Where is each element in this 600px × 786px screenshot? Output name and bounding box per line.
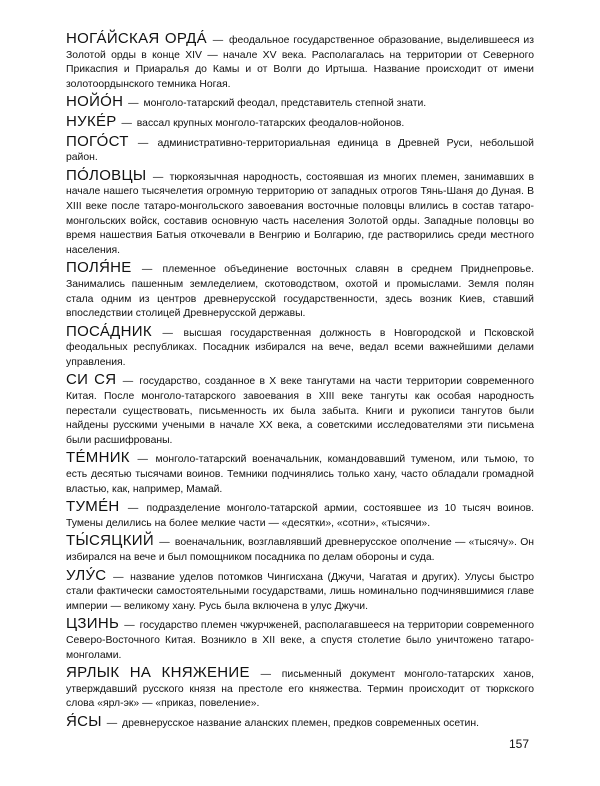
glossary-entry-ulus bbox=[66, 566, 535, 615]
page-number: 157 bbox=[509, 737, 530, 751]
glossary-entry-nuker bbox=[66, 112, 534, 132]
entry-definition: монголо-татарский военачальник, командовавший туменом, или тьмою, то есть десятью тысячами воинов. Темники подчинялись только хану, часто обладали громадной властью, как, например, Мамай. bbox=[66, 454, 535, 495]
entry-dash: — bbox=[127, 503, 139, 515]
glossary-page bbox=[66, 32, 534, 735]
glossary-entry-noyon bbox=[66, 95, 534, 112]
glossary-entry-nogai-horde bbox=[66, 32, 534, 92]
entry-dash: — bbox=[113, 571, 124, 583]
glossary-entry-yarlyk bbox=[66, 666, 534, 712]
glossary-entry-pogost bbox=[66, 132, 534, 166]
entry-dash: — bbox=[137, 454, 148, 466]
entry-definition: административно-территориальная единица в Древней Руси, небольшой район. bbox=[66, 137, 534, 164]
glossary-entry-posadnik bbox=[66, 322, 535, 371]
entry-dash: — bbox=[121, 117, 132, 129]
entry-term: ТЫ́СЯЦКИЙ bbox=[66, 532, 154, 550]
entry-term: ПО́ЛОВЦЫ bbox=[66, 166, 147, 184]
entry-dash: — bbox=[212, 35, 224, 46]
entry-definition: государство племен чжурчженей, располагавшееся на территории современного Северо-Восточного Китая. Возникло в XII веке, а спустя столетие было уничтожено татаро-монголами. bbox=[66, 620, 534, 661]
entry-term: ЯРЛЫК НА КНЯЖЕНИЕ bbox=[66, 664, 250, 682]
entry-dash: — bbox=[128, 98, 139, 110]
entry-definition: тюркоязычная народность, состоявшая из многих племен, занимавших в начале нашего тысячелетия огромную территорию от западных отрогов Тянь-Шаня до Дуная. В XIII веке после татаро-монгольского завоевания восточные половцы влились в состав татаро-монгольских войск, составив основную часть населения Золотой орды. Западные половцы во время нашествия Батыя откочевали в Венгрию и Болгарию, где растворились среди местного населения. bbox=[66, 171, 535, 256]
entry-definition: древнерусское название аланских племен, предков современных осетин. bbox=[122, 717, 479, 729]
entry-definition: название уделов потомков Чингисхана (Джучи, Чагатая и других). Улусы быстро стали фактически самостоятельными государствами, лишь номинально подчинявшимися главе империи — великому хану. Русь была включена в улус Джучи. bbox=[66, 571, 535, 612]
entry-term: НОЙО́Н bbox=[66, 93, 124, 111]
glossary-entry-yasy bbox=[66, 712, 534, 732]
entry-term: ЦЗИНЬ bbox=[66, 615, 120, 633]
entry-definition: государство, созданное в X веке тангутами на части территории современного Китая. После монголо-татарского завоевания в XIII веке тангуты как особая народность перестали существовать, письменность их была забыта. Книги и рукописи тангутов были найдены русскими учеными в начале XX века, а советскими исследователями эти письмена были расшифрованы. bbox=[66, 376, 535, 446]
entry-term: ТУМЕ́Н bbox=[66, 498, 120, 516]
entry-definition: подразделение монголо-татарской армии, состоявшее из 10 тысяч воинов. Тумены делились на более мелкие части — «десятки», «сотни», «тысячи». bbox=[66, 503, 535, 529]
entry-definition: военачальник, возглавлявший древнерусское ополчение — «тысячу». Он избирался на вече и был помощником посадника по делам обороны и суда. bbox=[66, 537, 535, 563]
entry-term: НУКЕ́Р bbox=[66, 112, 117, 130]
entry-definition: письменный документ монголо-татарских ханов, утверждавший русского князя на престоле его княжества. Термин происходит от тюркского слова «ярл-эк» — «приказ, повеление». bbox=[66, 669, 534, 710]
entry-dash: — bbox=[137, 137, 149, 149]
glossary-entry-si-sya bbox=[66, 373, 534, 448]
entry-term: ПОСА́ДНИК bbox=[66, 322, 152, 340]
entry-dash: — bbox=[152, 171, 164, 183]
entry-dash: — bbox=[122, 376, 134, 388]
entry-term: Я́СЫ bbox=[66, 712, 102, 730]
glossary-entry-temnik bbox=[66, 451, 534, 497]
entry-definition: высшая государственная должность в Новгородской и Псковской феодальных республиках. Посадник избирался на вече, ведал всеми важнейшими делами управления. bbox=[66, 327, 535, 368]
entry-term: ПОГО́СТ bbox=[66, 132, 129, 150]
entry-term: ТЕ́МНИК bbox=[66, 449, 130, 467]
glossary-entry-jin bbox=[66, 617, 534, 663]
entry-term: ПОЛЯ́НЕ bbox=[66, 259, 132, 277]
glossary-entry-tumen bbox=[66, 500, 534, 531]
entry-term: СИ СЯ bbox=[66, 371, 117, 389]
glossary-entry-polyane bbox=[66, 261, 534, 321]
entry-term: НОГА́ЙСКАЯ ОРДА́ bbox=[66, 30, 207, 47]
entry-dash: — bbox=[162, 327, 173, 339]
glossary-entry-polovtsy bbox=[66, 166, 535, 259]
entry-definition: феодальное государственное образование, выделившееся из Золотой орды в конце XIV — начале XV века. Располагалась на территории от Северного Прикаспия и Приаралья до Камы и от Волги до Иртыша. Название происходит от имени золотоордынского темника Ногая. bbox=[66, 35, 534, 90]
entry-dash: — bbox=[106, 717, 118, 729]
glossary-entry-tysyatsky bbox=[66, 534, 534, 565]
entry-dash: — bbox=[124, 620, 135, 632]
entry-definition: племенное объединение восточных славян в среднем Приднепровье. Занимались пашенным земледелием, скотоводством, охотой и промыслами. Земля полян стала одним из центров древнерусской государственности, здесь возник Киев, ставший впоследствии столицей Древнерусской державы. bbox=[66, 264, 534, 320]
entry-definition: монголо-татарский феодал, представитель степной знати. bbox=[143, 98, 427, 110]
entry-dash: — bbox=[159, 537, 170, 549]
entry-definition: вассал крупных монголо-татарских феодалов-нойонов. bbox=[136, 117, 405, 129]
entry-dash: — bbox=[260, 669, 271, 681]
entry-term: УЛУ́С bbox=[66, 566, 107, 584]
entry-dash: — bbox=[141, 264, 153, 276]
